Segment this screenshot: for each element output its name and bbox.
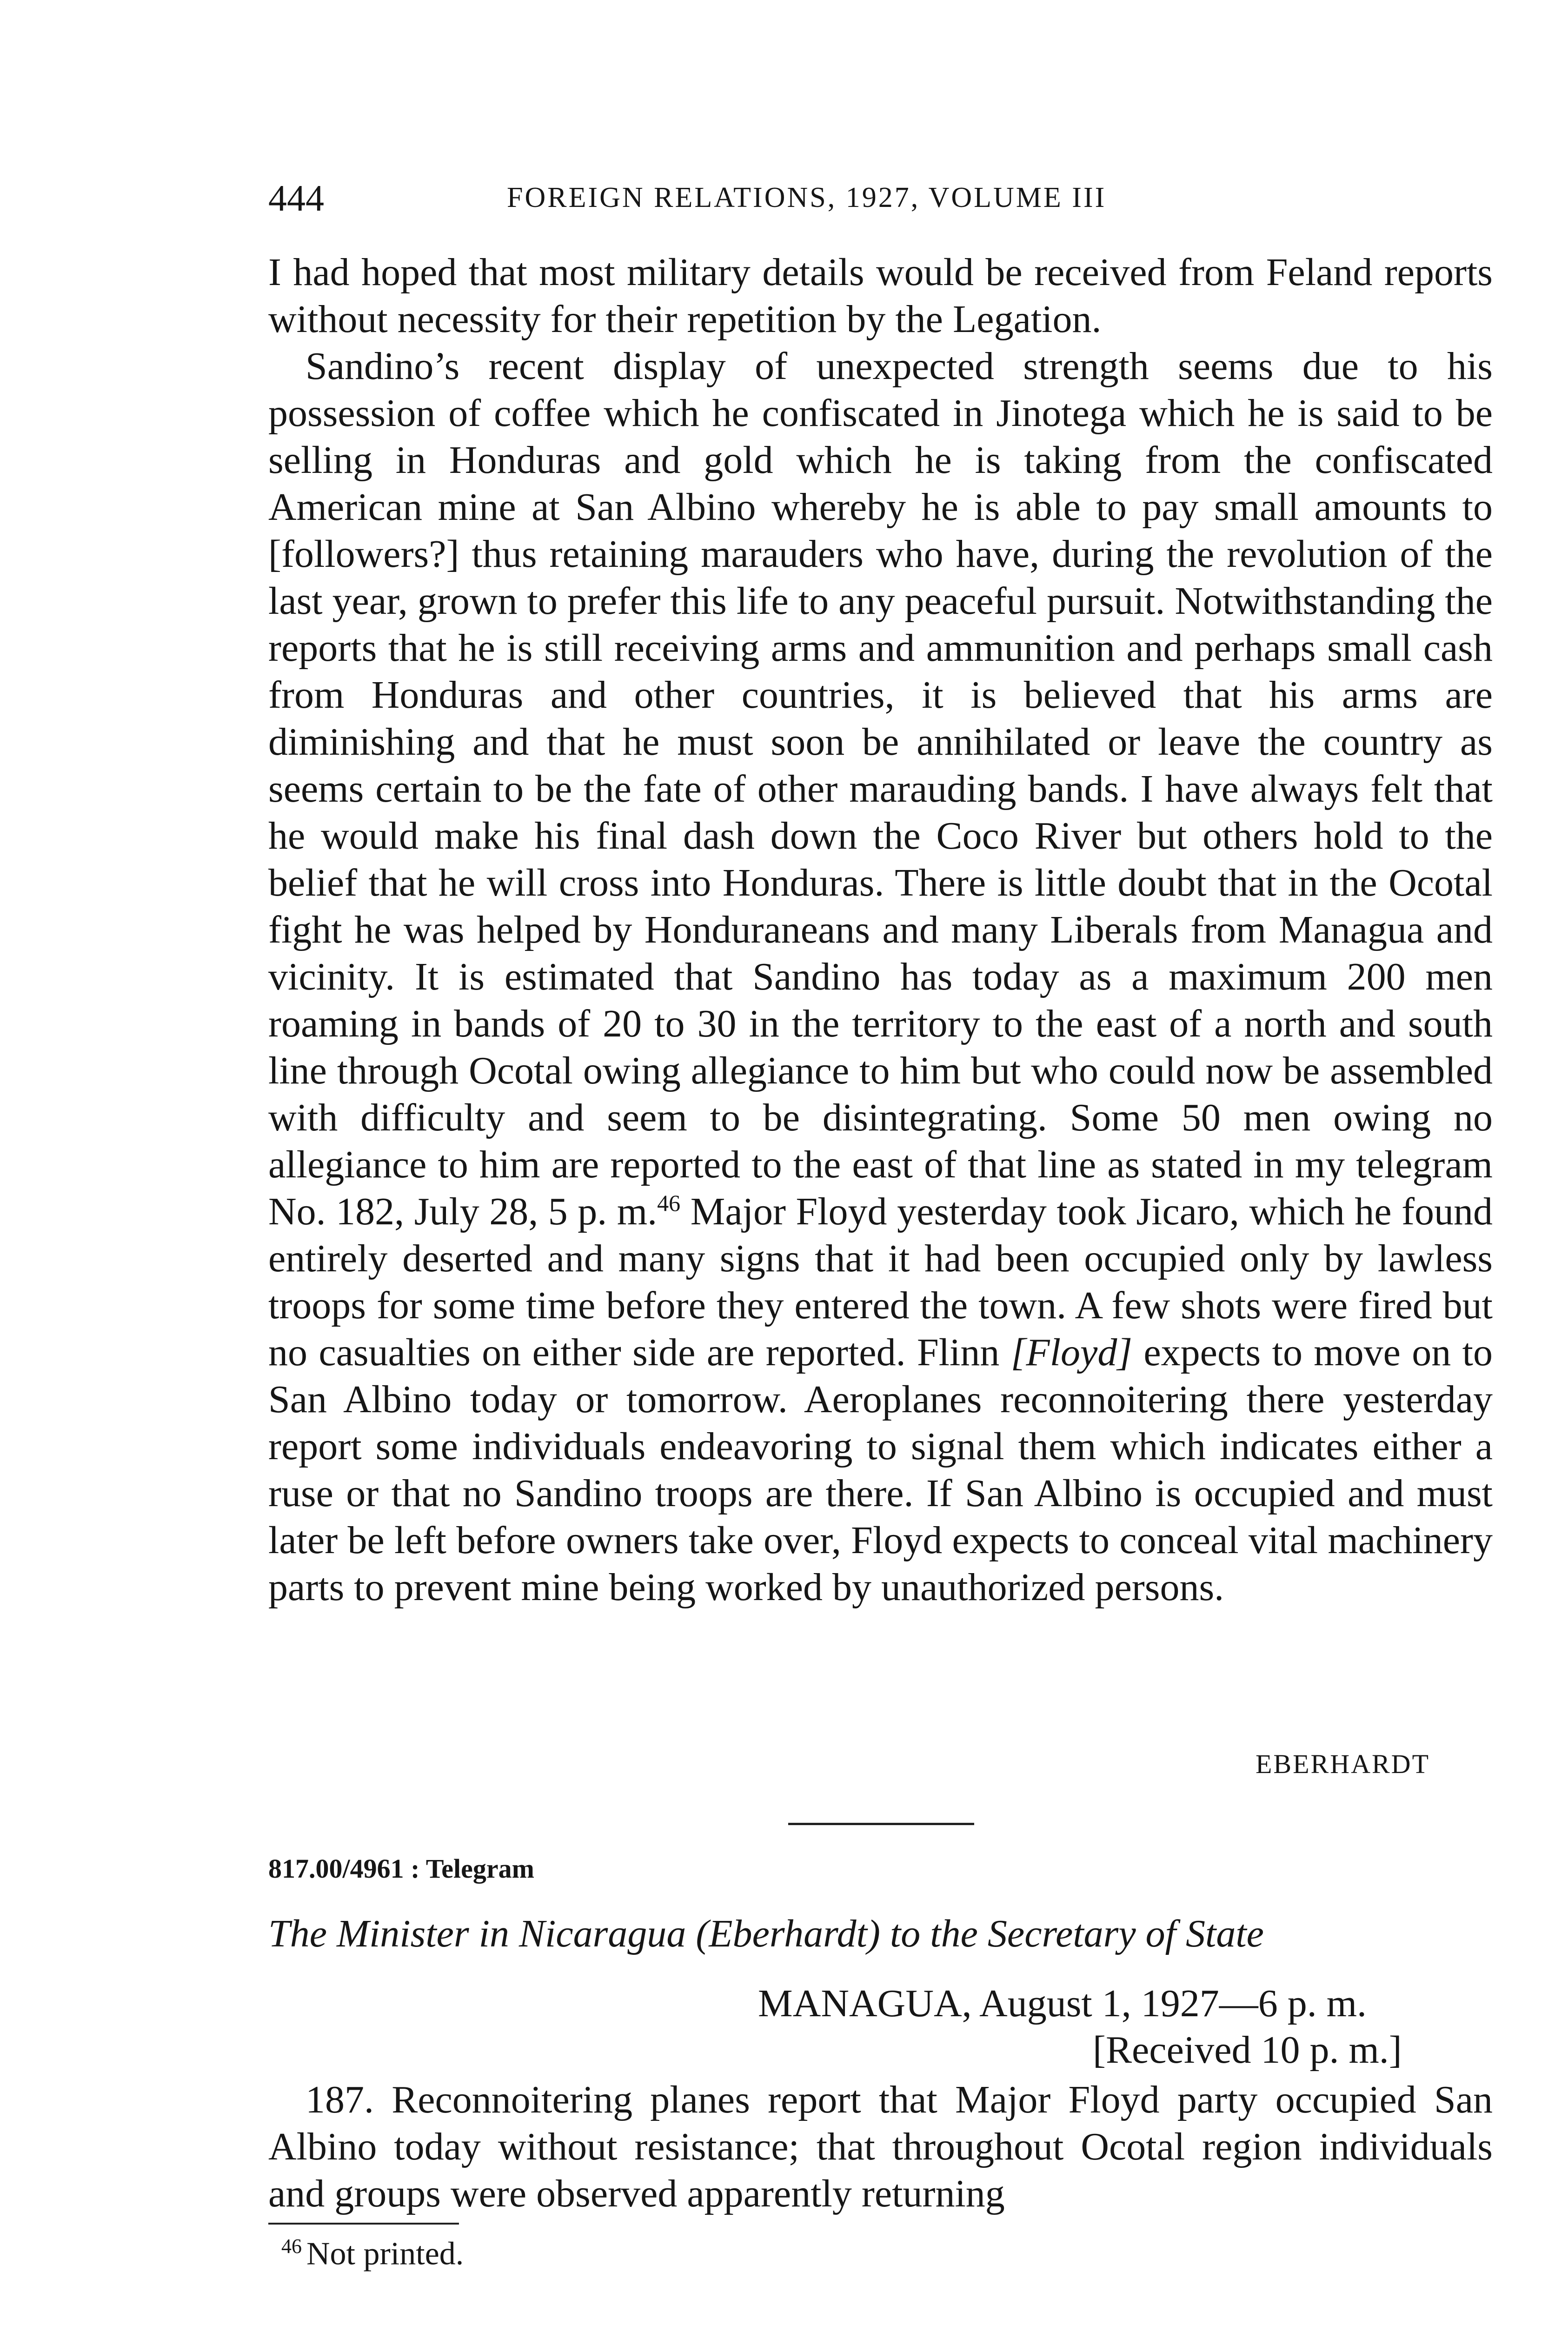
paragraph-2-text: Sandino’s recent display of unexpected strength seems due to his possession of coffee which he confiscated in Jinotega which he is said to be selling in Honduras and gold which he is taking from the confiscated American mine at San Albino whereby he is able to pay small amounts to [followers?] thus retaining marauders who have, during the revolution of the last year, grown to prefer this life to any peaceful pursuit. Notwithstanding the reports that he is still receiving arms and ammunition and perhaps small cash from Honduras and other countries, it is believed that his arms are diminishing and that he must soon be annihilated or leave the country as seems certain to be the fate of other marauding bands. I have always felt that he would make his final dash down the Coco River but others hold to the belief that he will cross into Honduras. There is little doubt that in the Ocotal fight he was helped by Honduraneans and many Liberals from Managua and vicinity. It is estimated that Sandino has today as a maximum 200 men roaming in bands of 20 to 30 in the territory to the east of a north and south line through Ocotal owing allegiance to him but who could now be assembled with difficulty and seem to be disintegrating. Some 50 men owing no allegiance to him are reported to the east of that line as stated in my telegram No. 182, July 28, 5 p. m.: [268, 345, 1493, 1233]
telegram-paragraph: 187. Reconnoitering planes report that Major Floyd party occupied San Albino today without resistance; that throughout Ocotal region individuals and groups were observed apparently returning: [268, 2078, 1493, 2215]
paragraph-2-continued: Major Floyd yesterday took Jicaro, which he found entirely deserted and many signs that it had been occupied only by lawless troops for some time before they entered the town. A few shots were fired but no casualties on either side are reported. Flinn: [268, 1190, 1493, 1374]
main-text: [268, 249, 1493, 1611]
paragraph-2: [268, 343, 1493, 1611]
paragraph-2-end: expects to move on to San Albino today or tomorrow. Aeroplanes reconnoitering there yesterday report some individuals endeavoring to signal them which indicates either a ruse or that no Sandino troops are there. If San Albino is occupied and must later be left before owners take over, Floyd expects to conceal vital machinery parts to prevent mine being worked by unauthorized persons.: [268, 1331, 1493, 1609]
signature: EBERHARDT: [1256, 1749, 1430, 1779]
section-divider: [788, 1823, 974, 1825]
running-head: [0, 178, 1568, 233]
paragraph-1: I had hoped that most military details would be received from Feland reports without necessity for their repetition by the Legation.: [268, 251, 1493, 341]
telegram-text: [268, 2076, 1493, 2217]
footnote-reference: 46: [657, 1190, 681, 1216]
dateline: MANAGUA, August 1, 1927—6 p. m.: [758, 1982, 1367, 2025]
footnote-rule: [268, 2223, 459, 2225]
received-line: [Received 10 p. m.]: [1093, 2028, 1402, 2072]
footnote-marker: 46: [281, 2235, 302, 2258]
footnote: [281, 2234, 464, 2272]
editorial-correction: [Floyd]: [1010, 1331, 1133, 1374]
footnote-text: Not printed.: [306, 2236, 464, 2272]
running-title: FOREIGN RELATIONS, 1927, VOLUME III: [507, 182, 1107, 213]
file-reference: 817.00/4961 : Telegram: [268, 1853, 534, 1884]
document-heading: The Minister in Nicaragua (Eberhardt) to the Secretary of State: [268, 1912, 1264, 1955]
page-number: 444: [268, 178, 324, 219]
